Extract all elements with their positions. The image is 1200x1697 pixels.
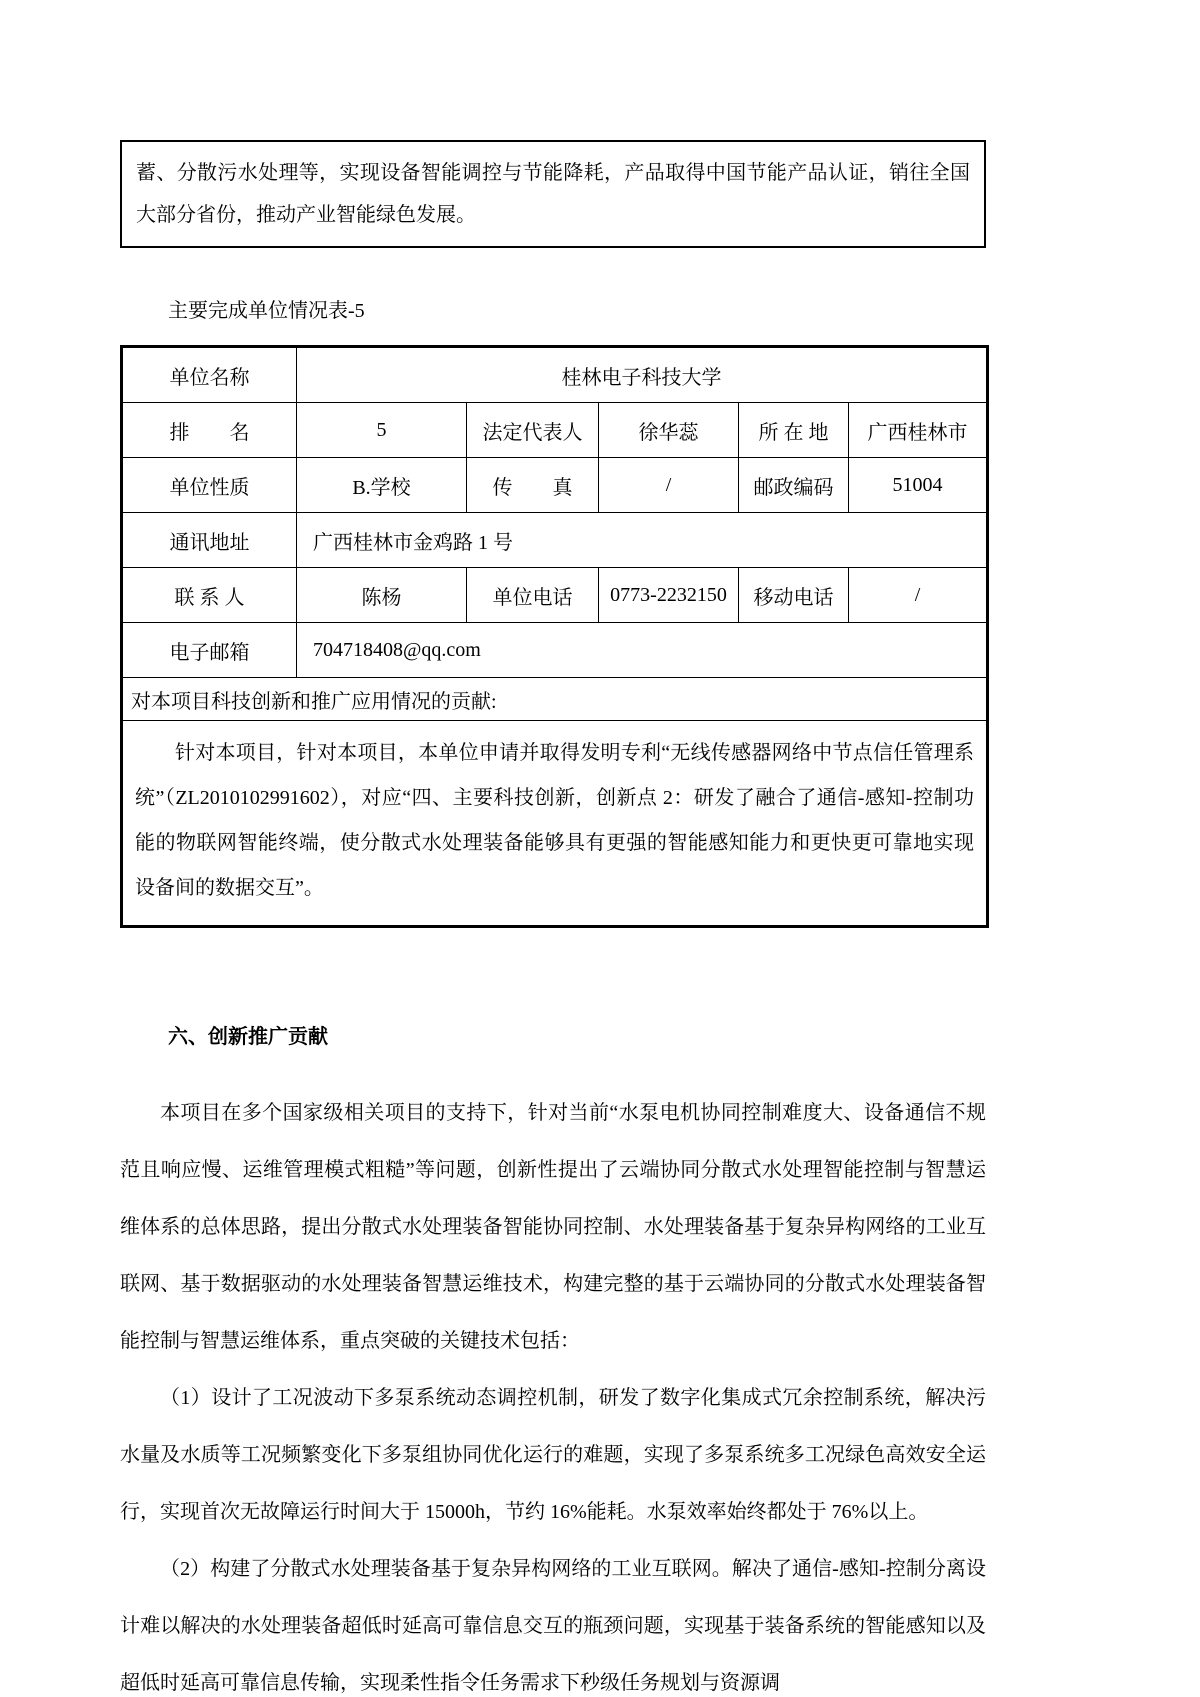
contribution-paragraph: 针对本项目，针对本项目，本单位申请并取得发明专利“无线传感器网络中节点信任管理系统”（ZL2010102991602），对应“四、主要科技创新，创新点 2：研发了融合了通信-感知-控制功能的物联网智能终端，使分散式水处理装备能够具有更强的智能感知能力和更快更可靠地实现设备间的数据交互”。 — [135, 742, 975, 899]
unit-type-value: B.学校 — [297, 458, 467, 513]
postal-label: 邮政编码 — [739, 458, 849, 513]
table-row — [122, 347, 988, 403]
rank-label: 排 名 — [122, 403, 297, 458]
section-six-paragraph-2: （1）设计了工况波动下多泵系统动态调控机制，研发了数字化集成式冗余控制系统，解决污水量及水质等工况频繁变化下多泵组协同优化运行的难题，实现了多泵系统多工况绿色高效安全运行，实现首次无故障运行时间大于 15000h，节约 16%能耗。水泵效率始终都处于 76%以上。 — [120, 1387, 986, 1523]
mobile-label: 移动电话 — [739, 568, 849, 623]
table-row — [122, 568, 988, 623]
mobile-value: / — [849, 568, 988, 623]
table-row — [122, 458, 988, 513]
phone-label: 单位电话 — [467, 568, 599, 623]
fax-value: / — [599, 458, 739, 513]
top-continuation-box — [120, 140, 986, 248]
document-content — [120, 0, 986, 1697]
contribution-text — [122, 721, 988, 927]
address-value: 广西桂林市金鸡路 1 号 — [297, 513, 988, 568]
legal-rep-value: 徐华蕊 — [599, 403, 739, 458]
unit-type-label: 单位性质 — [122, 458, 297, 513]
section-six-paragraph-3: （2）构建了分散式水处理装备基于复杂异构网络的工业互联网。解决了通信-感知-控制分离设计难以解决的水处理装备超低时延高可靠信息交互的瓶颈问题，实现基于装备系统的智能感知以及超低时延高可靠信息传输，实现柔性指令任务需求下秒级任务规划与资源调 — [120, 1558, 986, 1694]
contact-label: 联 系 人 — [122, 568, 297, 623]
email-value: 704718408@qq.com — [297, 623, 988, 678]
table-title: 主要完成单位情况表-5 — [168, 300, 365, 322]
location-value: 广西桂林市 — [849, 403, 988, 458]
table-row — [122, 403, 988, 458]
legal-rep-label: 法定代表人 — [467, 403, 599, 458]
location-label: 所 在 地 — [739, 403, 849, 458]
rank-value: 5 — [297, 403, 467, 458]
contact-value: 陈杨 — [297, 568, 467, 623]
contribution-label: 对本项目科技创新和推广应用情况的贡献: — [122, 678, 988, 721]
table-row — [122, 513, 988, 568]
unit-name-label: 单位名称 — [122, 347, 297, 403]
phone-value: 0773-2232150 — [599, 568, 739, 623]
address-label: 通讯地址 — [122, 513, 297, 568]
fax-label: 传 真 — [467, 458, 599, 513]
top-continuation-text: 蓄、分散污水处理等，实现设备智能调控与节能降耗，产品取得中国节能产品认证，销往全国大部分省份，推动产业智能绿色发展。 — [136, 162, 970, 226]
unit-name-value: 桂林电子科技大学 — [297, 347, 988, 403]
table-row — [122, 721, 988, 927]
unit-info-table — [120, 345, 989, 928]
section-six-heading: 六、创新推广贡献 — [168, 1026, 328, 1048]
table-row — [122, 623, 988, 678]
table-row — [122, 678, 988, 721]
postal-value: 51004 — [849, 458, 988, 513]
email-label: 电子邮箱 — [122, 623, 297, 678]
section-six-paragraph-1: 本项目在多个国家级相关项目的支持下，针对当前“水泵电机协同控制难度大、设备通信不规范且响应慢、运维管理模式粗糙”等问题，创新性提出了云端协同分散式水处理智能控制与智慧运维体系的总体思路，提出分散式水处理装备智能协同控制、水处理装备基于复杂异构网络的工业互联网、基于数据驱动的水处理装备智慧运维技术，构建完整的基于云端协同的分散式水处理装备智能控制与智慧运维体系，重点突破的关键技术包括： — [120, 1102, 986, 1352]
